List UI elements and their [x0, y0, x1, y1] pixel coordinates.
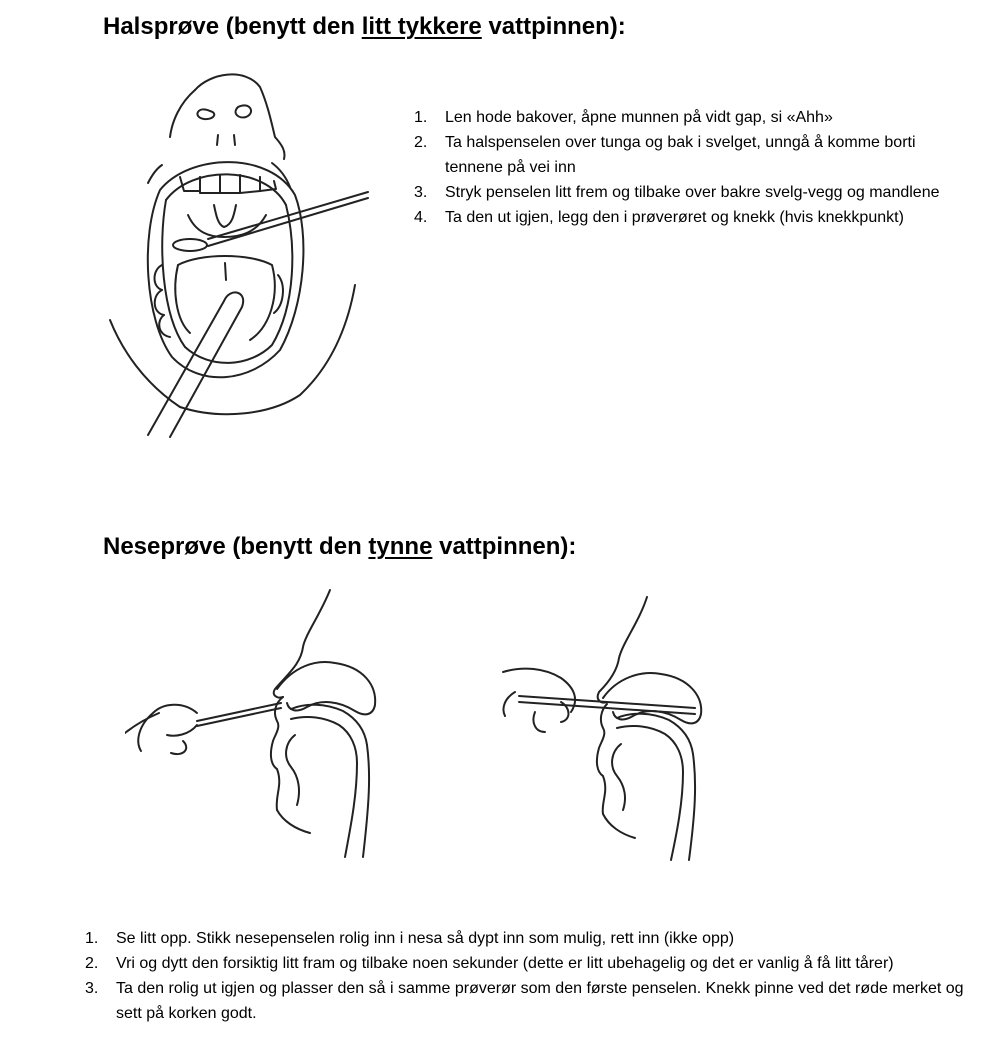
nose-swab-insert-illustration	[125, 585, 395, 860]
step-text: Se litt opp. Stikk nesepenselen rolig inn i nesa så dypt inn som mulig, rett inn (ikke opp)	[116, 930, 735, 947]
step-number: 2.	[414, 134, 428, 151]
step-text: Ta den ut igjen, legg den i prøverøret og knekk (hvis knekkpunkt)	[445, 209, 904, 226]
nose-sample-heading	[103, 532, 576, 562]
heading-text-end: vattpinnen):	[481, 13, 626, 40]
step-number: 4.	[414, 209, 428, 226]
step-number: 3.	[414, 184, 428, 201]
step-number: 1.	[414, 109, 428, 126]
throat-sample-heading	[103, 12, 626, 42]
nasal-cavity	[603, 673, 701, 860]
throat-swab-illustration	[100, 65, 375, 440]
throat-swab	[173, 192, 368, 251]
step-text: Len hode bakover, åpne munnen på vidt gap, si «Ahh»	[445, 109, 833, 126]
nasal-swab	[197, 703, 281, 726]
throat-step	[414, 105, 974, 130]
heading-text: Halsprøve (benytt den	[103, 13, 362, 40]
nose-outline	[197, 105, 251, 145]
head-profile	[597, 597, 647, 838]
hand	[125, 705, 197, 754]
throat-step	[414, 180, 974, 205]
step-text: Vri og dytt den forsiktig litt fram og tilbake noen sekunder (dette er litt ubehagelig og det er vanlig å få litt tårer)	[116, 955, 894, 972]
heading-text: Neseprøve (benytt den	[103, 533, 369, 560]
step-number: 2.	[85, 955, 99, 972]
head-profile	[271, 590, 330, 833]
step-number: 3.	[85, 980, 99, 997]
nasal-cavity	[277, 662, 375, 857]
nose-step	[85, 926, 975, 951]
throat-steps-list	[414, 105, 974, 230]
nose-steps-list	[85, 926, 975, 1026]
nose-step	[85, 976, 975, 1026]
hand	[503, 669, 575, 732]
nose-swab-deep-illustration	[495, 592, 730, 862]
step-text: Ta halspenselen over tunga og bak i svelget, unngå å komme borti tennene på vei inn	[445, 134, 916, 176]
step-text: Stryk penselen litt frem og tilbake over bakre svelg-vegg og mandlene	[445, 184, 940, 201]
step-text: Ta den rolig ut igjen og plasser den så i samme prøverør som den første penselen. Knekk pinne ved det røde merket og sett på korken godt.	[116, 980, 964, 1022]
heading-text-end: vattpinnen):	[432, 533, 577, 560]
step-number: 1.	[85, 930, 99, 947]
throat-step	[414, 130, 974, 180]
throat-step	[414, 205, 974, 230]
heading-emphasis: tynne	[368, 533, 433, 560]
nose-step	[85, 951, 975, 976]
heading-emphasis: litt tykkere	[361, 13, 482, 40]
